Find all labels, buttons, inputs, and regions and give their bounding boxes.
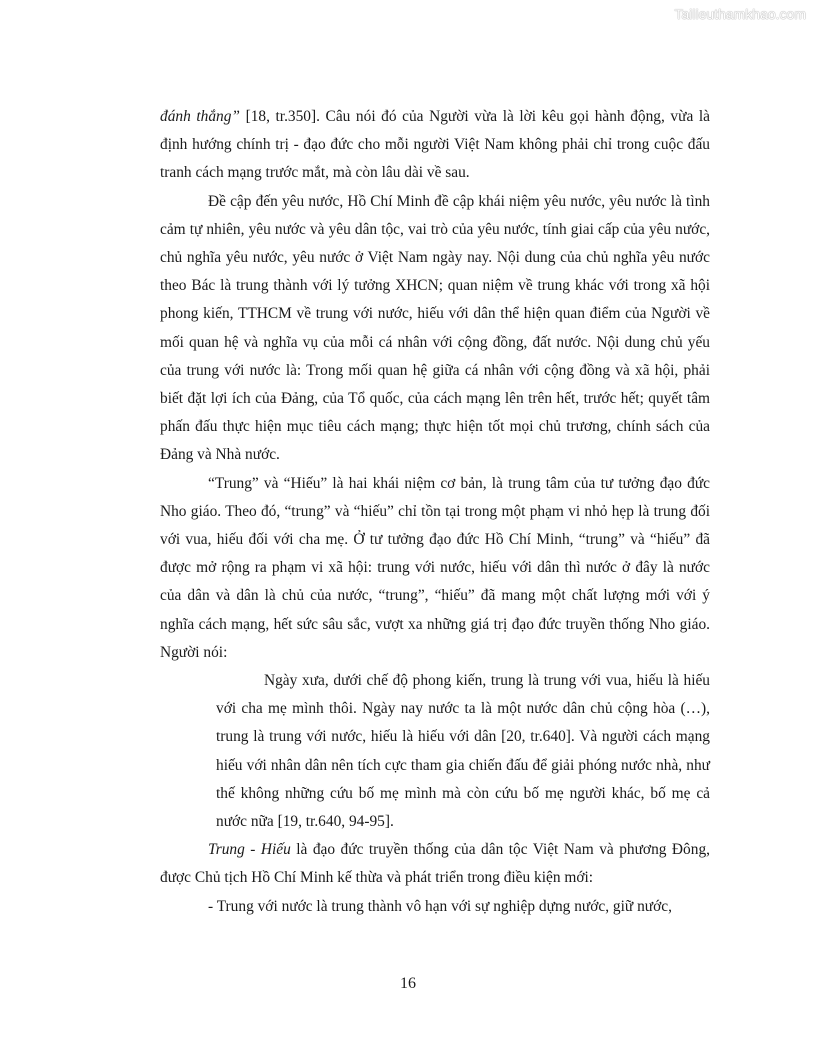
paragraph-trung-hieu: “Trung” và “Hiếu” là hai khái niệm cơ bản, là trung tâm của tư tưởng đạo đức Nho giáo. Theo đó, “trung” và “hiếu” chỉ tồn tại trong một phạm vi nhỏ hẹp là trung đối với vua, hiếu đối với cha mẹ. Ở tư tưởng đạo đức Hồ Chí Minh, “trung” và “hiếu” đã được mở rộng ra phạm vi xã hội: trung với nước, hiếu với dân thì nước ở đây là nước của dân và dân là chủ của nước, “trung”, “hiếu” đã mang một chất lượng mới với ý nghĩa cách mạng, hết sức sâu sắc, vượt xa những giá trị đạo đức truyền thống Nho giáo. Người nói:	[160, 474, 710, 661]
paragraph-patriotism: Đề cập đến yêu nước, Hồ Chí Minh đề cập khái niệm yêu nước, yêu nước là tình cảm tự nhiên, yêu nước và yêu dân tộc, vai trò của yêu nước, tính giai cấp của yêu nước, chủ nghĩa yêu nước, yêu nước ở Việt Nam ngày nay. Nội dung của chủ nghĩa yêu nước theo Bác là trung thành với lý tưởng XHCN; quan niệm về trung khác với trong xã hội phong kiến, TTHCM về trung với nước, hiếu với dân thể hiện quan điểm của Người về mối quan hệ và nghĩa vụ của mỗi cá nhân với cộng đồng, đất nước. Nội dung chủ yếu của trung với nước là: Trong mối quan hệ giữa cá nhân với cộng đồng và xã hội, phải biết đặt lợi ích của Đảng, của Tổ quốc, của cách mạng lên trên hết, trước hết; quyết tâm phấn đấu thực hiện mục tiêu cách mạng; thực hiện tốt mọi chủ trương, chính sách của Đảng và Nhà nước.	[160, 192, 710, 464]
italic-quote-end: đánh thắng”	[160, 108, 240, 125]
italic-term: Trung - Hiếu	[208, 841, 291, 859]
paragraph-continuation: đánh thắng” [18, tr.350]. Câu nói đó của Người vừa là lời kêu gọi hành động, vừa là định hướng chính trị - đạo đức cho mỗi người Việt Nam không phải chỉ trong cuộc đấu tranh cách mạng trước mắt, mà còn lâu dài về sau.	[160, 108, 710, 182]
watermark: Tailieuthamkhao.com	[674, 6, 806, 22]
block-quote: Ngày xưa, dưới chế độ phong kiến, trung là trung với vua, hiếu là hiếu với cha mẹ mình thôi. Ngày nay nước ta là một nước dân chủ cộng hòa (…), trung là trung với nước, hiếu là hiếu với dân [20, tr.640]. Và người cách mạng hiếu với nhân dân nên tích cực tham gia chiến đấu để giải phóng nước nhà, như thế không những cứu bố mẹ mình mà còn cứu bố mẹ người khác, bố mẹ cả nước nữa [19, tr.640, 94-95].	[216, 672, 710, 831]
paragraph-tradition: Trung - Hiếu là đạo đức truyền thống của dân tộc Việt Nam và phương Đông, được Chủ tịch Hồ Chí Minh kế thừa và phát triển trong điều kiện mới:	[160, 841, 710, 887]
list-item: - Trung với nước là trung thành vô hạn với sự nghiệp dựng nước, giữ nước,	[208, 897, 672, 915]
document-body	[160, 103, 710, 921]
page-number: 16	[400, 975, 416, 992]
